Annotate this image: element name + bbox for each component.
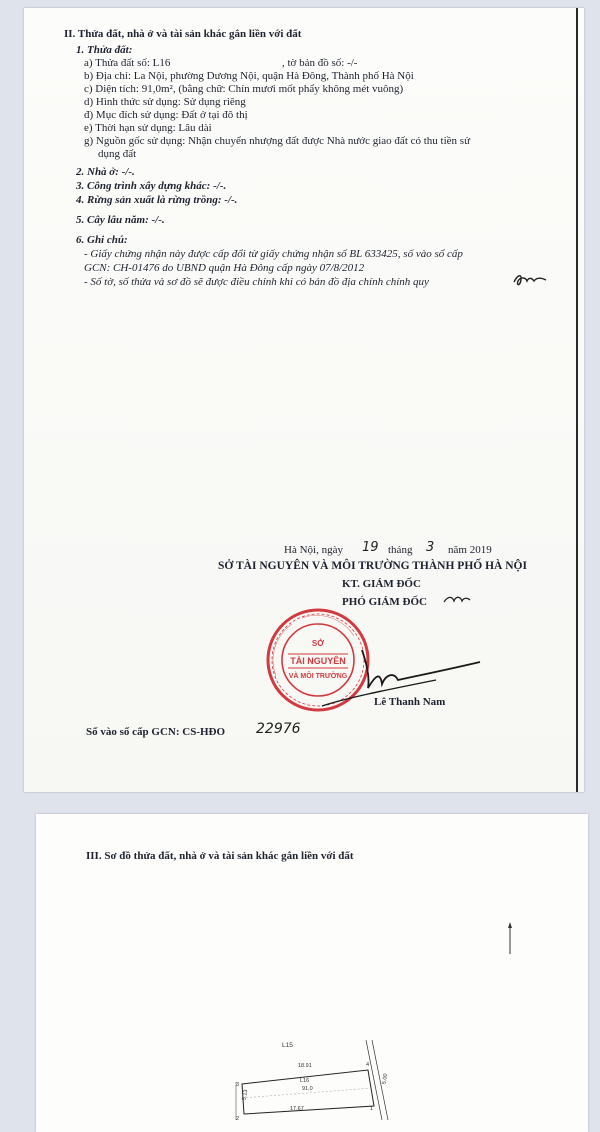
origin-of-use-cont: dụng đất [98, 148, 137, 160]
plot-boundary [242, 1070, 374, 1114]
parcel-area: c) Diện tích: 91,0m², (bằng chữ: Chín mươi mốt phẩy không mét vuông) [84, 83, 404, 95]
signer-name: Lê Thanh Nam [374, 696, 446, 708]
title-initial-icon [442, 592, 472, 608]
purpose-of-use: đ) Mục đích sử dụng: Đất ở tại đô thị [84, 109, 248, 121]
north-arrow-icon [506, 922, 514, 956]
parcel-number: a) Thửa đất số: L16 [84, 57, 171, 69]
land-parcel-title: 1. Thửa đất: [76, 44, 133, 56]
date-month-label: tháng [388, 544, 413, 556]
road-edge-line [366, 1040, 382, 1120]
form-of-use: d) Hình thức sử dụng: Sử dụng riêng [84, 96, 246, 108]
plot-top-length: 18.91 [298, 1063, 312, 1069]
deputy-director-title: PHÓ GIÁM ĐỐC [342, 596, 427, 608]
date-day: 19 [362, 540, 379, 555]
corner-1: 1 [370, 1106, 374, 1112]
initials-signature-icon [512, 272, 548, 288]
certificate-page-2 [36, 814, 588, 1132]
note-2: - Số tờ, số thửa và sơ đồ sẽ được điều chỉnh khi có bản đồ địa chính chính quy [84, 276, 429, 288]
parcel-address: b) Địa chỉ: La Nội, phường Dương Nội, quận Hà Đông, Thành phố Hà Nội [84, 70, 414, 82]
plot-area: 91,0 [302, 1086, 313, 1092]
certificate-page-1 [24, 8, 584, 792]
origin-of-use: g) Nguồn gốc sử dụng: Nhận chuyển nhượng đất được Nhà nước giao đất có thu tiền sử [84, 135, 471, 147]
registry-label: Số vào sổ cấp GCN: CS-HĐO [86, 726, 226, 738]
plot-bottom-length: 17.67 [290, 1106, 304, 1112]
duration-of-use: e) Thời hạn sử dụng: Lâu dài [84, 122, 212, 134]
section3-heading: III. Sơ đồ thửa đất, nhà ở và tài sản khác gắn liền với đất [86, 850, 354, 862]
svg-text:SỞ: SỞ [311, 639, 325, 648]
date-prefix: Hà Nội, ngày [284, 544, 343, 556]
section2-heading: II. Thửa đất, nhà ở và tài sản khác gắn liền với đất [64, 28, 302, 40]
note-1-line-2: GCN: CH-01476 do UBND quận Hà Đông cấp ngày 07/8/2012 [84, 262, 365, 274]
plot-label: L16 [300, 1078, 310, 1084]
other-construction-item: 3. Công trình xây dựng khác: -/-. [76, 180, 227, 192]
perennial-item: 5. Cây lâu năm: -/-. [76, 214, 165, 226]
house-item: 2. Nhà ở: -/-. [76, 166, 135, 178]
neighbor-parcel-label: L15 [282, 1042, 293, 1049]
svg-text:VÀ MÔI TRƯỜNG: VÀ MÔI TRƯỜNG [288, 673, 348, 680]
corner-3: 3 [236, 1082, 240, 1088]
map-sheet-number: , tờ bản đồ số: -/- [282, 57, 358, 69]
note-1-line-1: - Giấy chứng nhận này được cấp đổi từ giấy chứng nhận số BL 633425, số vào sổ cấp [84, 248, 463, 260]
page-border-line [576, 8, 578, 792]
plot-left-length: 5.13 [241, 1089, 250, 1101]
notes-title: 6. Ghi chú: [76, 234, 128, 246]
date-month: 3 [426, 540, 435, 555]
corner-2: 2 [236, 1116, 240, 1122]
forest-item: 4. Rừng sản xuất là rừng trồng: -/-. [76, 194, 238, 206]
issuing-agency: SỞ TÀI NGUYÊN VÀ MÔI TRƯỜNG THÀNH PHỐ HÀ NỘI [218, 560, 527, 572]
date-year: năm 2019 [448, 544, 492, 556]
plot-right-length: 5.00 [381, 1073, 390, 1085]
svg-text:TÀI NGUYÊN: TÀI NGUYÊN [290, 656, 346, 666]
kt-director: KT. GIÁM ĐỐC [342, 578, 421, 590]
registry-number: 22976 [256, 721, 301, 737]
corner-4: 4 [366, 1062, 370, 1068]
plot-diagram [232, 1030, 392, 1120]
